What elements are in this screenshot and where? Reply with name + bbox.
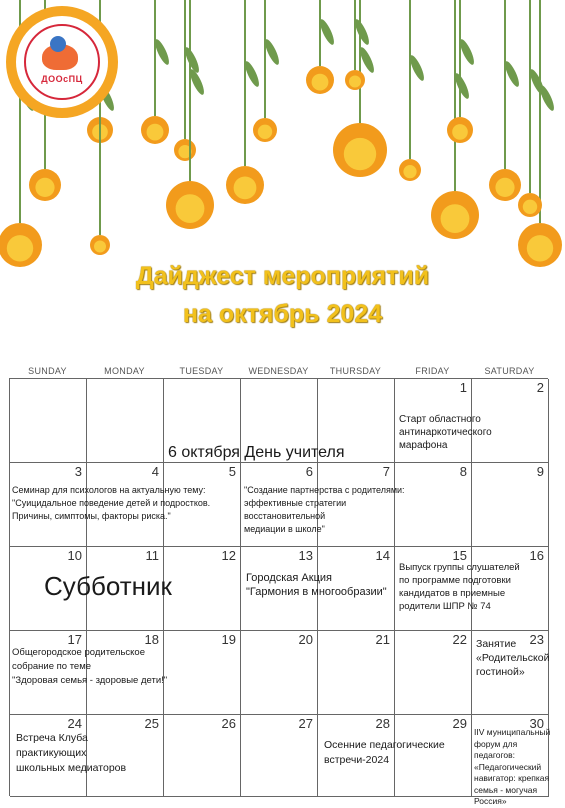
day-number: 22 [452,632,467,647]
flower-center [403,165,416,178]
flower-center [147,124,164,141]
flower-center [35,178,54,197]
day-number: 29 [452,716,467,731]
day-number: 21 [375,632,390,647]
day-number: 6 [305,464,313,479]
day-number: 28 [375,716,390,731]
event-autumn-meetings: Осенние педагогические встречи-2024 [324,739,445,766]
weekday-thursday: THURSDAY [329,366,382,376]
event-city-action-harmony: Городская Акция "Гармония в многообразии" [246,572,387,598]
calendar-cell [87,379,164,463]
day-number: 8 [459,464,467,479]
day-number: 25 [144,716,159,731]
flower-center [234,176,257,199]
day-number: 27 [298,716,313,731]
day-number: 7 [382,464,390,479]
day-number: 3 [74,464,82,479]
day-number: 2 [536,380,544,395]
day-number: 5 [228,464,236,479]
logo-text: ДООсПЦ [41,74,83,84]
flower-center [94,241,106,253]
day-number: 24 [67,716,82,731]
page-title-line2: на октябрь 2024 [182,300,383,328]
flower-center [452,124,468,140]
flower-center [312,74,329,91]
calendar-cell [10,379,87,463]
day-number: 23 [529,632,544,647]
flower-center [258,125,272,139]
day-number: 15 [452,548,467,563]
day-number: 12 [221,548,236,563]
flower-center [441,204,470,233]
day-number: 9 [536,464,544,479]
event-parent-lounge: Занятие «Родительской гостиной» [476,638,550,678]
day-number: 16 [529,548,544,563]
october-calendar [9,364,551,806]
weekday-friday: FRIDAY [415,366,450,376]
event-psychologists-seminar: Семинар для психологов на актуальную тему: "Суицидальное поведение детей и подростков. Причины, симптомы, факторы риска." [12,485,211,521]
flower-center [344,138,376,170]
flower-center [349,76,361,88]
calendar-cell [395,631,472,715]
day-number: 17 [67,632,82,647]
calendar-cell [241,631,318,715]
day-number: 4 [151,464,159,479]
day-number: 13 [298,548,313,563]
flower-center [523,200,537,214]
calendar-cell [472,463,549,547]
flower-center [495,178,514,197]
day-number: 20 [298,632,313,647]
event-mediators-club: Встреча Клуба практикующих школьных медиаторов [16,732,127,774]
day-number: 26 [221,716,236,731]
weekday-saturday: SATURDAY [484,366,535,376]
logo-child-head [50,36,66,52]
day-number: 11 [145,548,159,563]
day-number: 10 [67,548,82,563]
day-number: 14 [375,548,390,563]
calendar-cell [318,631,395,715]
day-number: 1 [459,380,467,395]
flower-center [176,194,205,223]
day-number: 19 [221,632,236,647]
weekday-sunday: SUNDAY [28,366,67,376]
event-parent-partnership: "Создание партнерства с родителями: эффективные стратегии восстановительной медиации в школе" [244,485,405,534]
calendar-grid [9,378,551,806]
weekday-header [9,364,548,378]
event-teachers-forum: IIV муниципальный форум для педагогов: «Педагогический навигатор: крепкая семья - могучая Россия» [474,727,551,806]
weekday-wednesday: WEDNESDAY [248,366,309,376]
event-parent-meeting: Общегородское родительское собрание по теме "Здоровая семья - здоровые дети!" [12,647,168,686]
event-foster-parents-graduation: Выпуск группы слушателей по программе подготовки кандидатов в приемные родители ШПР № 74 [399,562,520,612]
event-teachers-day: 6 октября День учителя [168,444,345,461]
page-title-line1: Дайджест мероприятий [135,262,430,290]
calendar-cell [164,715,241,797]
event-oct1-marathon: Старт областного антинаркотического марафона [399,414,492,451]
day-number: 30 [529,716,544,731]
event-subbotnik: Субботник [44,571,172,601]
calendar-cell [241,715,318,797]
day-number: 18 [144,632,159,647]
weekday-tuesday: TUESDAY [179,366,224,376]
organization-logo [6,6,118,118]
weekday-monday: MONDAY [104,366,145,376]
